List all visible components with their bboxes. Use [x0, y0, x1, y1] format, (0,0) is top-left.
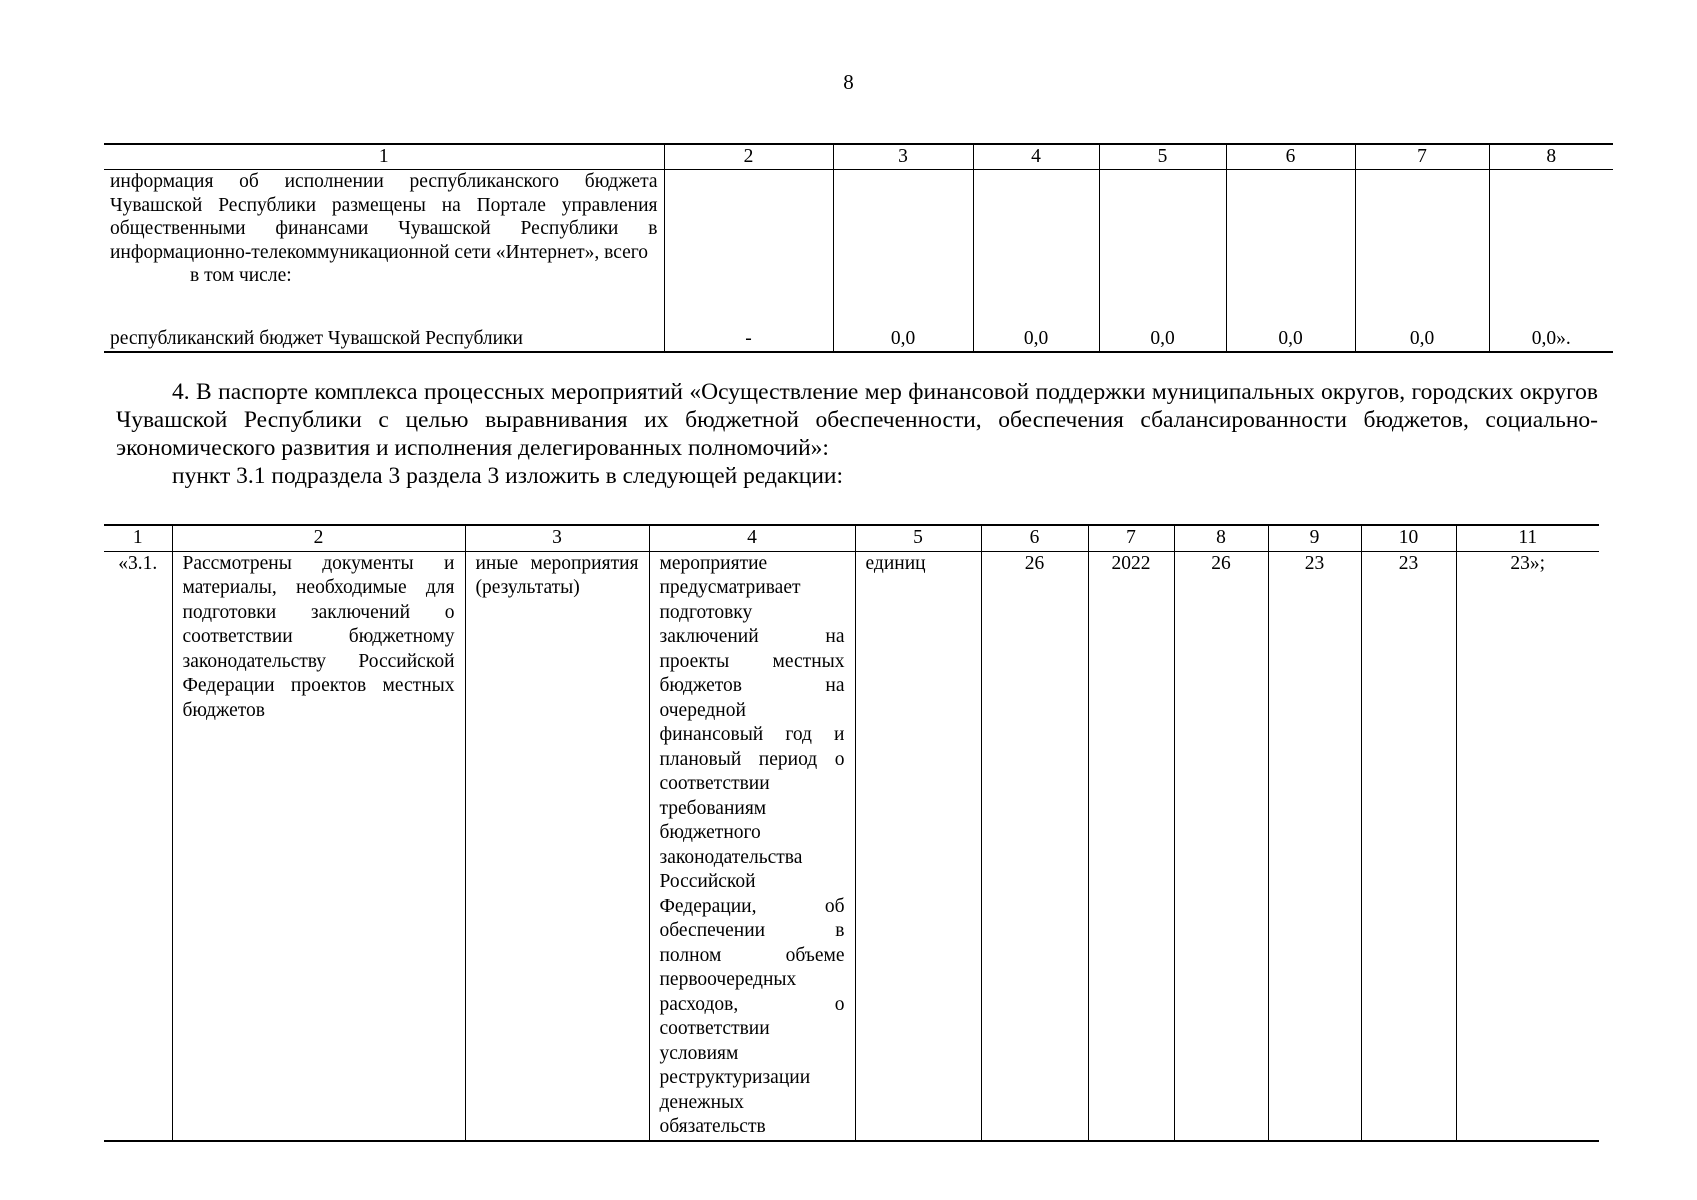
item-number: «3.1. — [104, 551, 172, 1141]
cell-value: 0,0 — [1355, 327, 1489, 352]
row-description: информация об исполнении республиканского бюджета Чувашской Республики размещены на Портале управления общественными финансами Чувашской Республики в информационно-телекоммуникационной сети «Интернет», всего — [110, 171, 658, 263]
table-row — [104, 170, 1613, 328]
item-unit: единиц — [855, 551, 981, 1141]
column-number: 10 — [1361, 525, 1456, 551]
column-number: 1 — [104, 144, 664, 170]
column-number: 3 — [465, 525, 649, 551]
column-number: 2 — [172, 525, 465, 551]
column-number: 5 — [1099, 144, 1226, 170]
column-number: 7 — [1355, 144, 1489, 170]
paragraph-text: пункт 3.1 подраздела 3 раздела 3 изложить в следующей редакции: — [172, 463, 844, 489]
column-number: 8 — [1174, 525, 1268, 551]
column-number: 6 — [1226, 144, 1355, 170]
cell-value: 0,0 — [833, 327, 973, 352]
item-type: иные мероприятия (результаты) — [465, 551, 649, 1141]
column-number: 4 — [973, 144, 1099, 170]
table-header-row — [104, 525, 1599, 551]
table-header-row — [104, 144, 1613, 170]
column-number: 2 — [664, 144, 833, 170]
table-row — [104, 551, 1599, 1141]
base-year: 2022 — [1088, 551, 1174, 1141]
value-year-4: 23»; — [1456, 551, 1599, 1141]
column-number: 1 — [104, 525, 172, 551]
item-name: Рассмотрены документы и материалы, необходимые для подготовки заключений о соответствии бюджетному законодательству Российской Федерации проектов местных бюджетов — [172, 551, 465, 1141]
column-number: 6 — [981, 525, 1088, 551]
paragraph-instruction — [116, 462, 1598, 490]
row-label — [104, 170, 664, 328]
base-value: 26 — [981, 551, 1088, 1141]
column-number: 9 — [1268, 525, 1361, 551]
column-number: 4 — [649, 525, 855, 551]
table-row — [104, 327, 1613, 352]
value-year-3: 23 — [1361, 551, 1456, 1141]
item-description: мероприятие предусматривает подготовку заключений на проекты местных бюджетов на очередной финансовый год и плановый период о соответствии требованиям бюджетного законодательства Российской Федерации, об обеспечении в полном объеме первоочередных расходов, о соответствии условиям реструктуризации денежных обязательств — [649, 551, 855, 1141]
value-year-2: 23 — [1268, 551, 1361, 1141]
row-label: республиканский бюджет Чувашской Республики — [104, 327, 664, 352]
cell-value: 0,0 — [1226, 327, 1355, 352]
row-subtext: в том числе: — [190, 265, 292, 286]
indicator-table — [104, 143, 1613, 353]
results-table — [104, 524, 1599, 1142]
column-number: 11 — [1456, 525, 1599, 551]
page-number: 8 — [843, 70, 854, 94]
cell-value: - — [664, 327, 833, 352]
column-number: 7 — [1088, 525, 1174, 551]
paragraph-amendment — [116, 378, 1598, 462]
cell-value: 0,0». — [1489, 327, 1613, 352]
column-number: 8 — [1489, 144, 1613, 170]
cell-value: 0,0 — [1099, 327, 1226, 352]
column-number: 5 — [855, 525, 981, 551]
column-number: 3 — [833, 144, 973, 170]
cell-value: 0,0 — [973, 327, 1099, 352]
value-year-1: 26 — [1174, 551, 1268, 1141]
paragraph-text: 4. В паспорте комплекса процессных мероприятий «Осуществление мер финансовой поддержки муниципальных округов, городских округов Чувашской Республики с целью выравнивания их бюджетной обеспеченности, обеспечения сбалансированности бюджетов, социально-экономического развития и исполнения делегированных полномочий»: — [116, 379, 1598, 461]
